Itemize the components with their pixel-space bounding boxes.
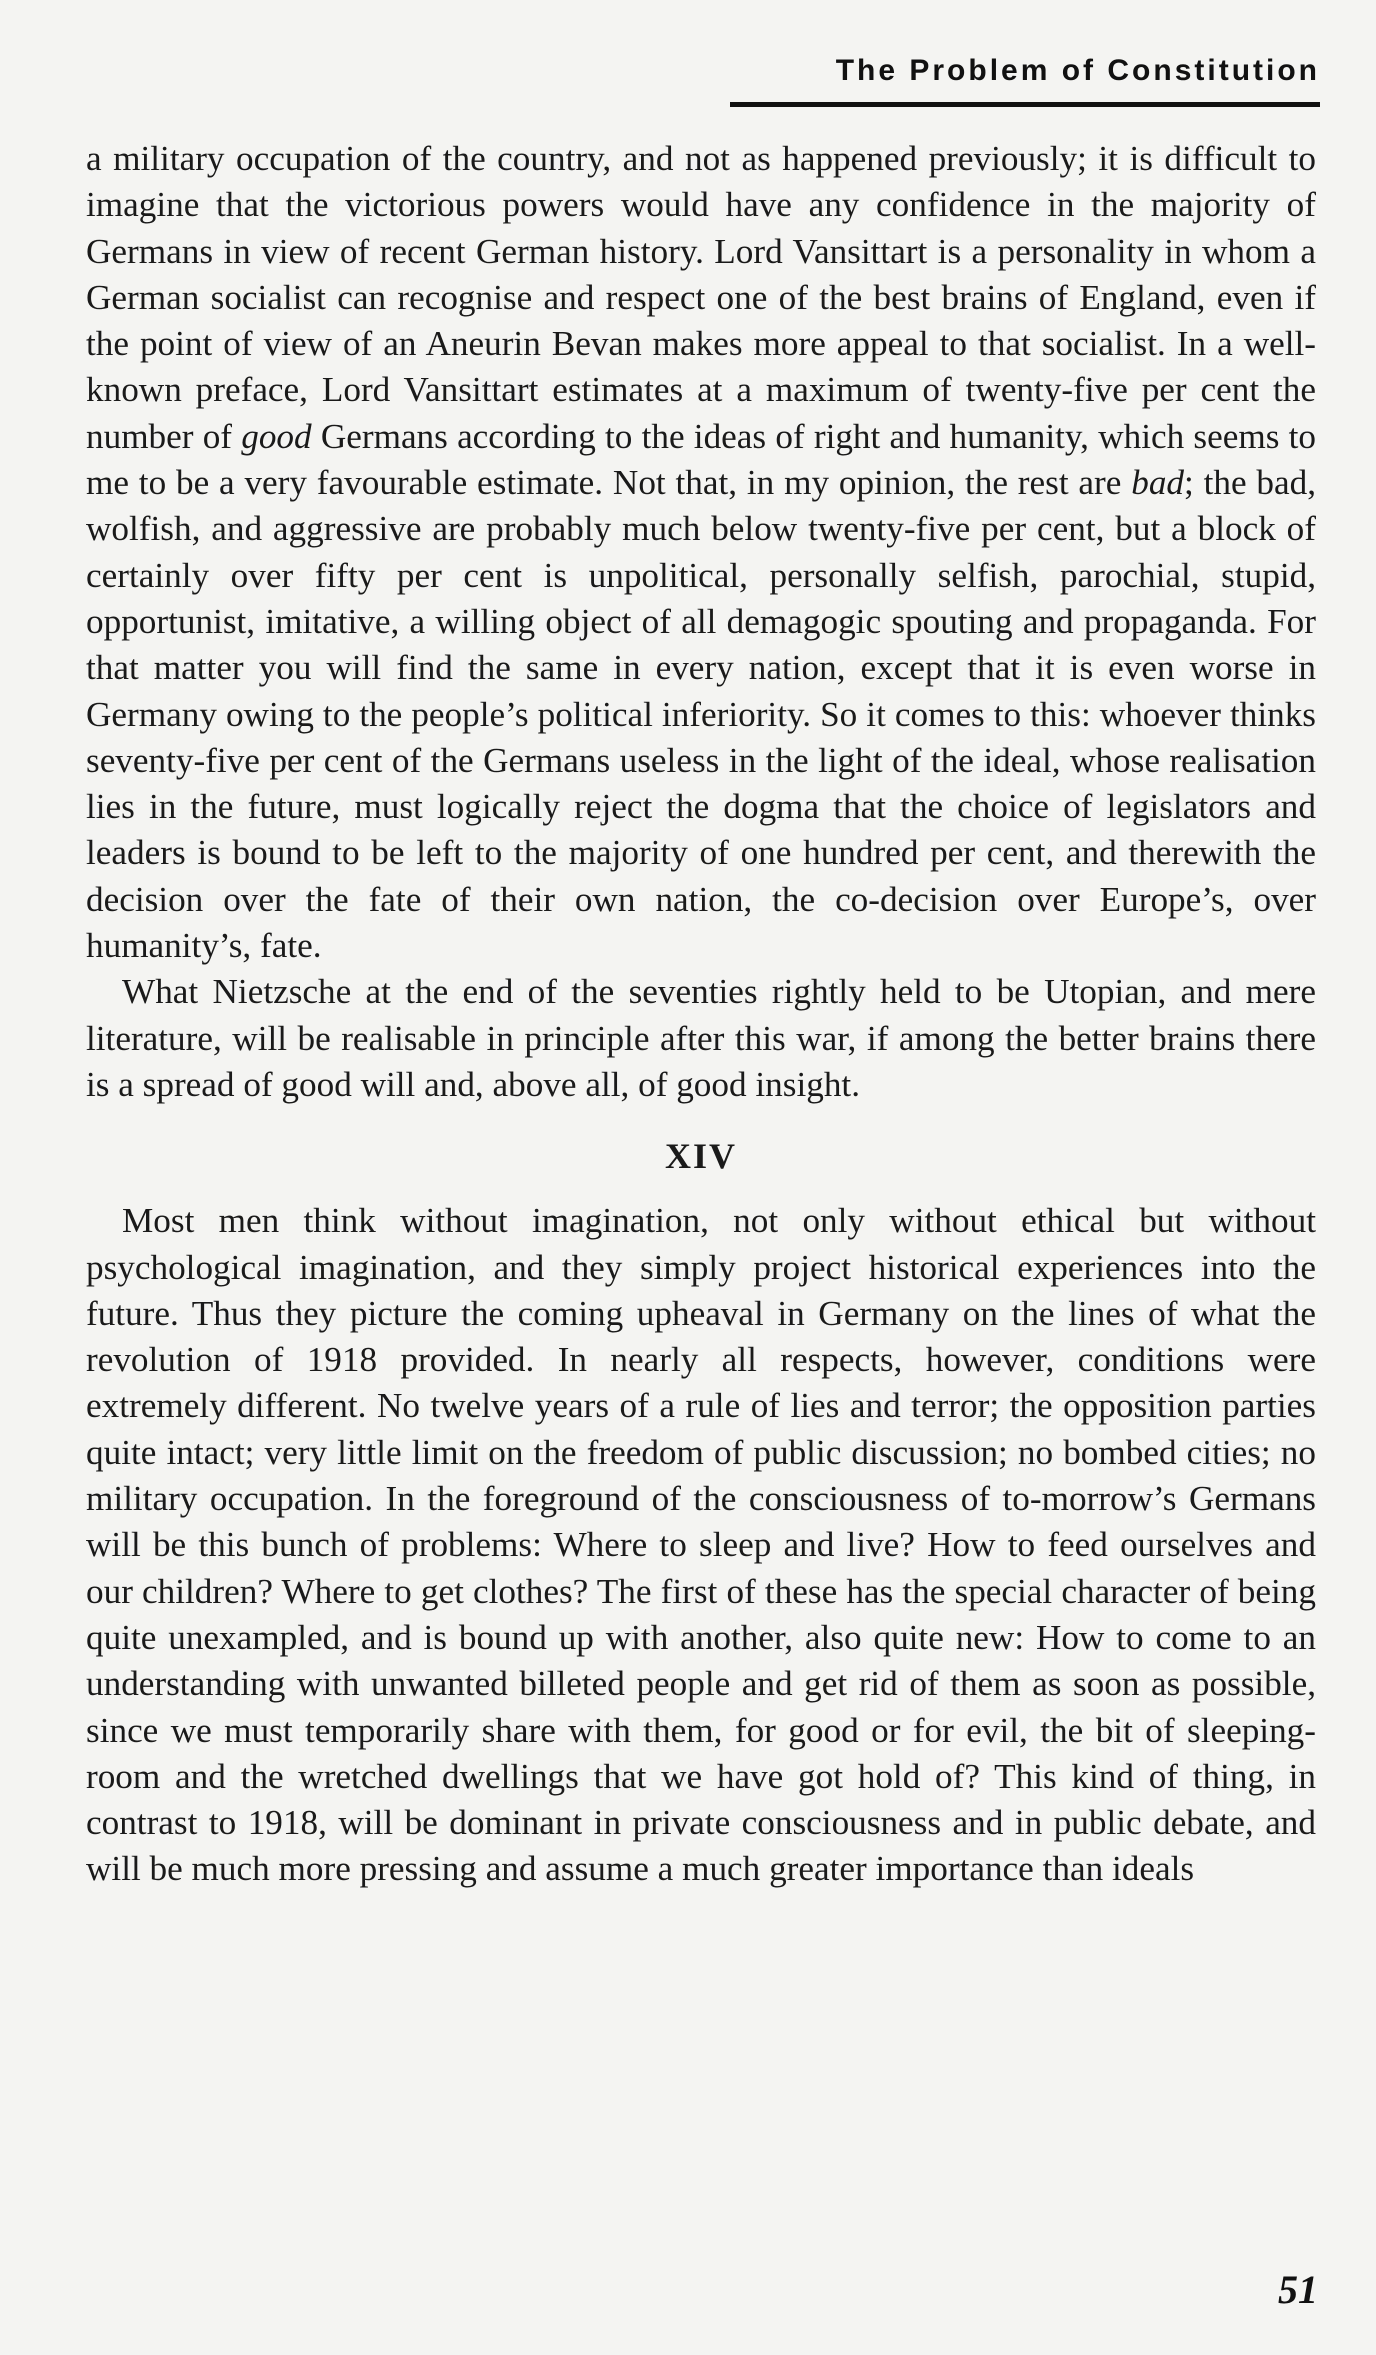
paragraph bbox=[86, 136, 1316, 969]
body-text bbox=[86, 136, 1316, 1893]
paragraph-text: Germans according to the ideas of right and humanity, which seems to me to be a very favourable estimate. Not that, in my opinion, the rest are bbox=[86, 416, 1316, 503]
italic-text: bad bbox=[1131, 463, 1184, 503]
paragraph bbox=[86, 1198, 1316, 1892]
running-head-rule bbox=[730, 102, 1320, 107]
page-number: 51 bbox=[1278, 2267, 1318, 2312]
paragraph-text: Most men think without imagination, not only without ethical but without psychological imagination, and they simply project historical experiences into the future. Thus they picture the coming upheaval in Germany on the lines of what the revolution of 1918 provided. In nearly all respects, however, conditions were extremely different. No twelve years of a rule of lies and terror; the opposition parties quite intact; very little limit on the freedom of public discussion; no bombed cities; no military occupation. In the foreground of the consciousness of to-morrow’s Germans will be this bunch of problems: Where to sleep and live? How to feed ourselves and our children? Where to get clothes? The first of these has the special character of being quite unexampled, and is bound up with another, also quite new: How to come to an understanding with unwanted billeted people and get rid of them as soon as possible, since we must temporarily share with them, for good or for evil, the bit of sleeping-room and the wretched dwellings that we have got hold of? This kind of thing, in contrast to 1918, will be dominant in private consciousness and in public debate, and will be much more pressing and assume a much greater importance than ideals bbox=[86, 1201, 1316, 1889]
italic-text: good bbox=[241, 416, 312, 456]
paragraph-text: What Nietzsche at the end of the seventies rightly held to be Utopian, and mere literature, will be realisable in principle after this war, if among the better brains there is a spread of good will and, above all, of good insight. bbox=[86, 972, 1316, 1104]
running-head-title: The Problem of Constitution bbox=[835, 54, 1320, 87]
paragraph bbox=[86, 969, 1316, 1108]
running-head bbox=[90, 50, 1320, 110]
section-heading: XIV bbox=[664, 1136, 737, 1177]
paragraph-text: ; the bad, wolfish, and aggressive are probably much below twenty-five per cent, but a block of certainly over fifty per cent is unpolitical, personally selfish, parochial, stupid, opportunist, imitative, a willing object of all demagogic spouting and propaganda. For that matter you will find the same in every nation, except that it is even worse in Germany owing to the people’s political inferiority. So it comes to this: whoever thinks seventy-five per cent of the Germans useless in the light of the ideal, whose realisation lies in the future, must logically reject the dogma that the choice of legislators and leaders is bound to be left to the majority of one hundred per cent, and therewith the decision over the fate of their own nation, the co-decision over Europe’s, over humanity’s, fate. bbox=[86, 463, 1317, 966]
paragraph-text: a military occupation of the country, and not as happened previously; it is difficult to imagine that the victorious powers would have any confidence in the majority of Germans in view of recent German history. Lord Vansittart is a personality in whom a German socialist can recognise and respect one of the best brains of England, even if the point of view of an Aneurin Bevan makes more appeal to that socialist. In a well-known preface, Lord Vansittart estimates at a maximum of twenty-five per cent the number of bbox=[86, 139, 1316, 456]
